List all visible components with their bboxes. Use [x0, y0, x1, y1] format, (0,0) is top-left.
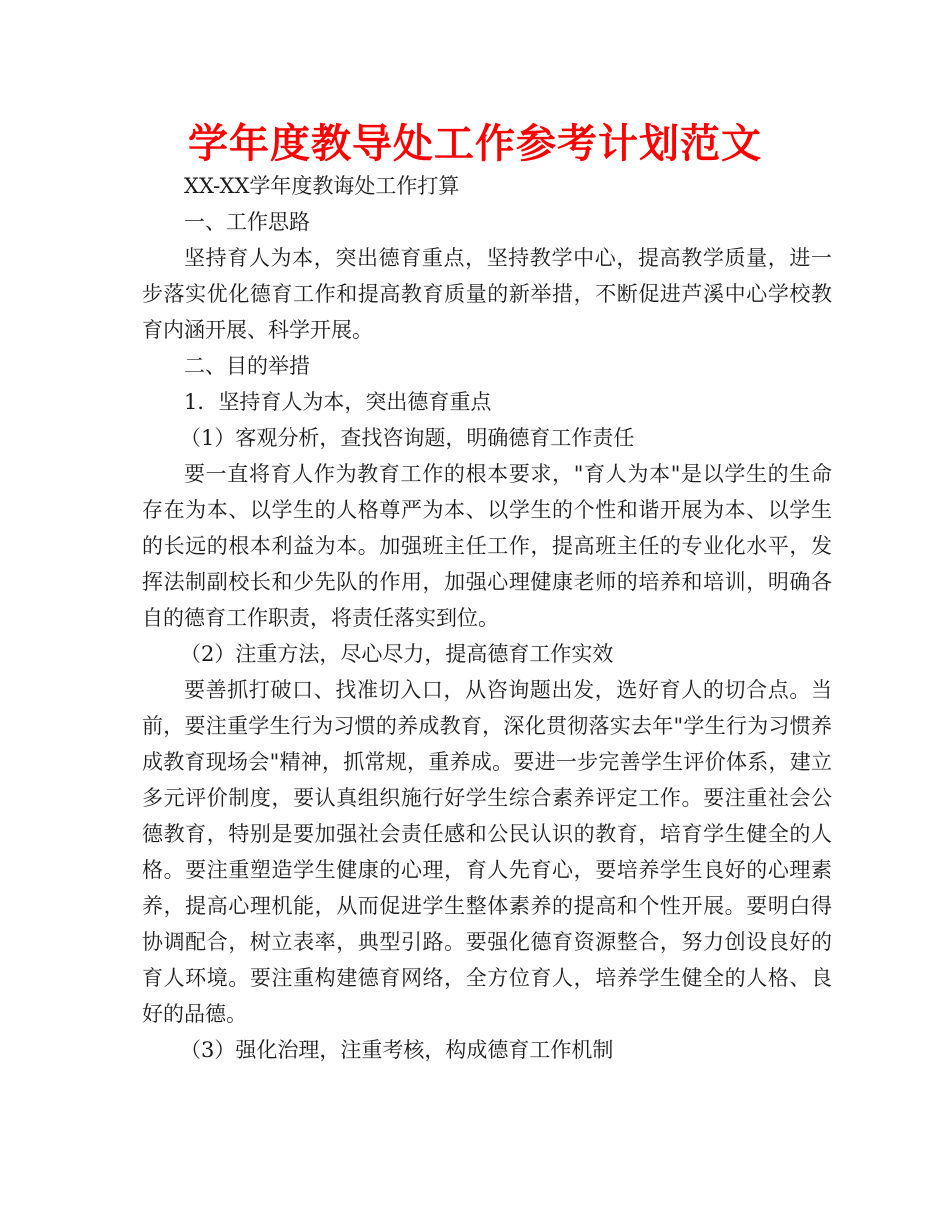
section-heading-2: 二、目的举措 — [184, 354, 310, 378]
paragraph-item-1: 要一直将育人作为教育工作的根本要求，"育人为本"是以学生的生命存在为本、以学生的人格尊严为本、以学生的个性和谐开展为本、以学生的长远的根本利益为本。加强班主任工作，提高班主任的专业化水平，发挥法制副校长和少先队的作用，加强心理健康老师的培养和培训，明确各自的德育工作职责，将责任落实到位。 — [142, 462, 832, 630]
paragraph-work-idea: 坚持育人为本，突出德育重点，坚持教学中心，提高教学质量，进一步落实优化德育工作和提高教育质量的新举措，不断促进芦溪中心学校教育内涵开展、科学开展。 — [142, 246, 832, 342]
document-title: 学年度教导处工作参考计划范文 — [188, 121, 762, 167]
section-heading-1: 一、工作思路 — [184, 210, 310, 234]
item-heading-1: （1）客观分析，查找咨询题，明确德育工作责任 — [180, 426, 635, 450]
item-heading-3: （3）强化治理，注重考核，构成德育工作机制 — [180, 1038, 614, 1062]
document-subtitle: XX-XX学年度教诲处工作打算 — [184, 174, 460, 198]
document-body — [142, 168, 832, 1068]
paragraph-item-2: 要善抓打破口、找准切入口，从咨询题出发，选好育人的切合点。当前，要注重学生行为习惯的养成教育，深化贯彻落实去年"学生行为习惯养成教育现场会"精神，抓常规，重养成。要进一步完善学生评价体系，建立多元评价制度，要认真组织施行好学生综合素养评定工作。要注重社会公德教育，特别是要加强社会责任感和公民认识的教育，培育学生健全的人格。要注重塑造学生健康的心理，育人先育心，要培养学生良好的心理素养，提高心理机能，从而促进学生整体素养的提高和个性开展。要明白得协调配合，树立表率，典型引路。要强化德育资源整合，努力创设良好的育人环境。要注重构建德育网络，全方位育人，培养学生健全的人格、良好的品德。 — [142, 678, 832, 1026]
item-heading-2: （2）注重方法，尽心尽力，提高德育工作实效 — [180, 642, 614, 666]
subsection-heading-1: 1．坚持育人为本，突出德育重点 — [184, 390, 492, 414]
